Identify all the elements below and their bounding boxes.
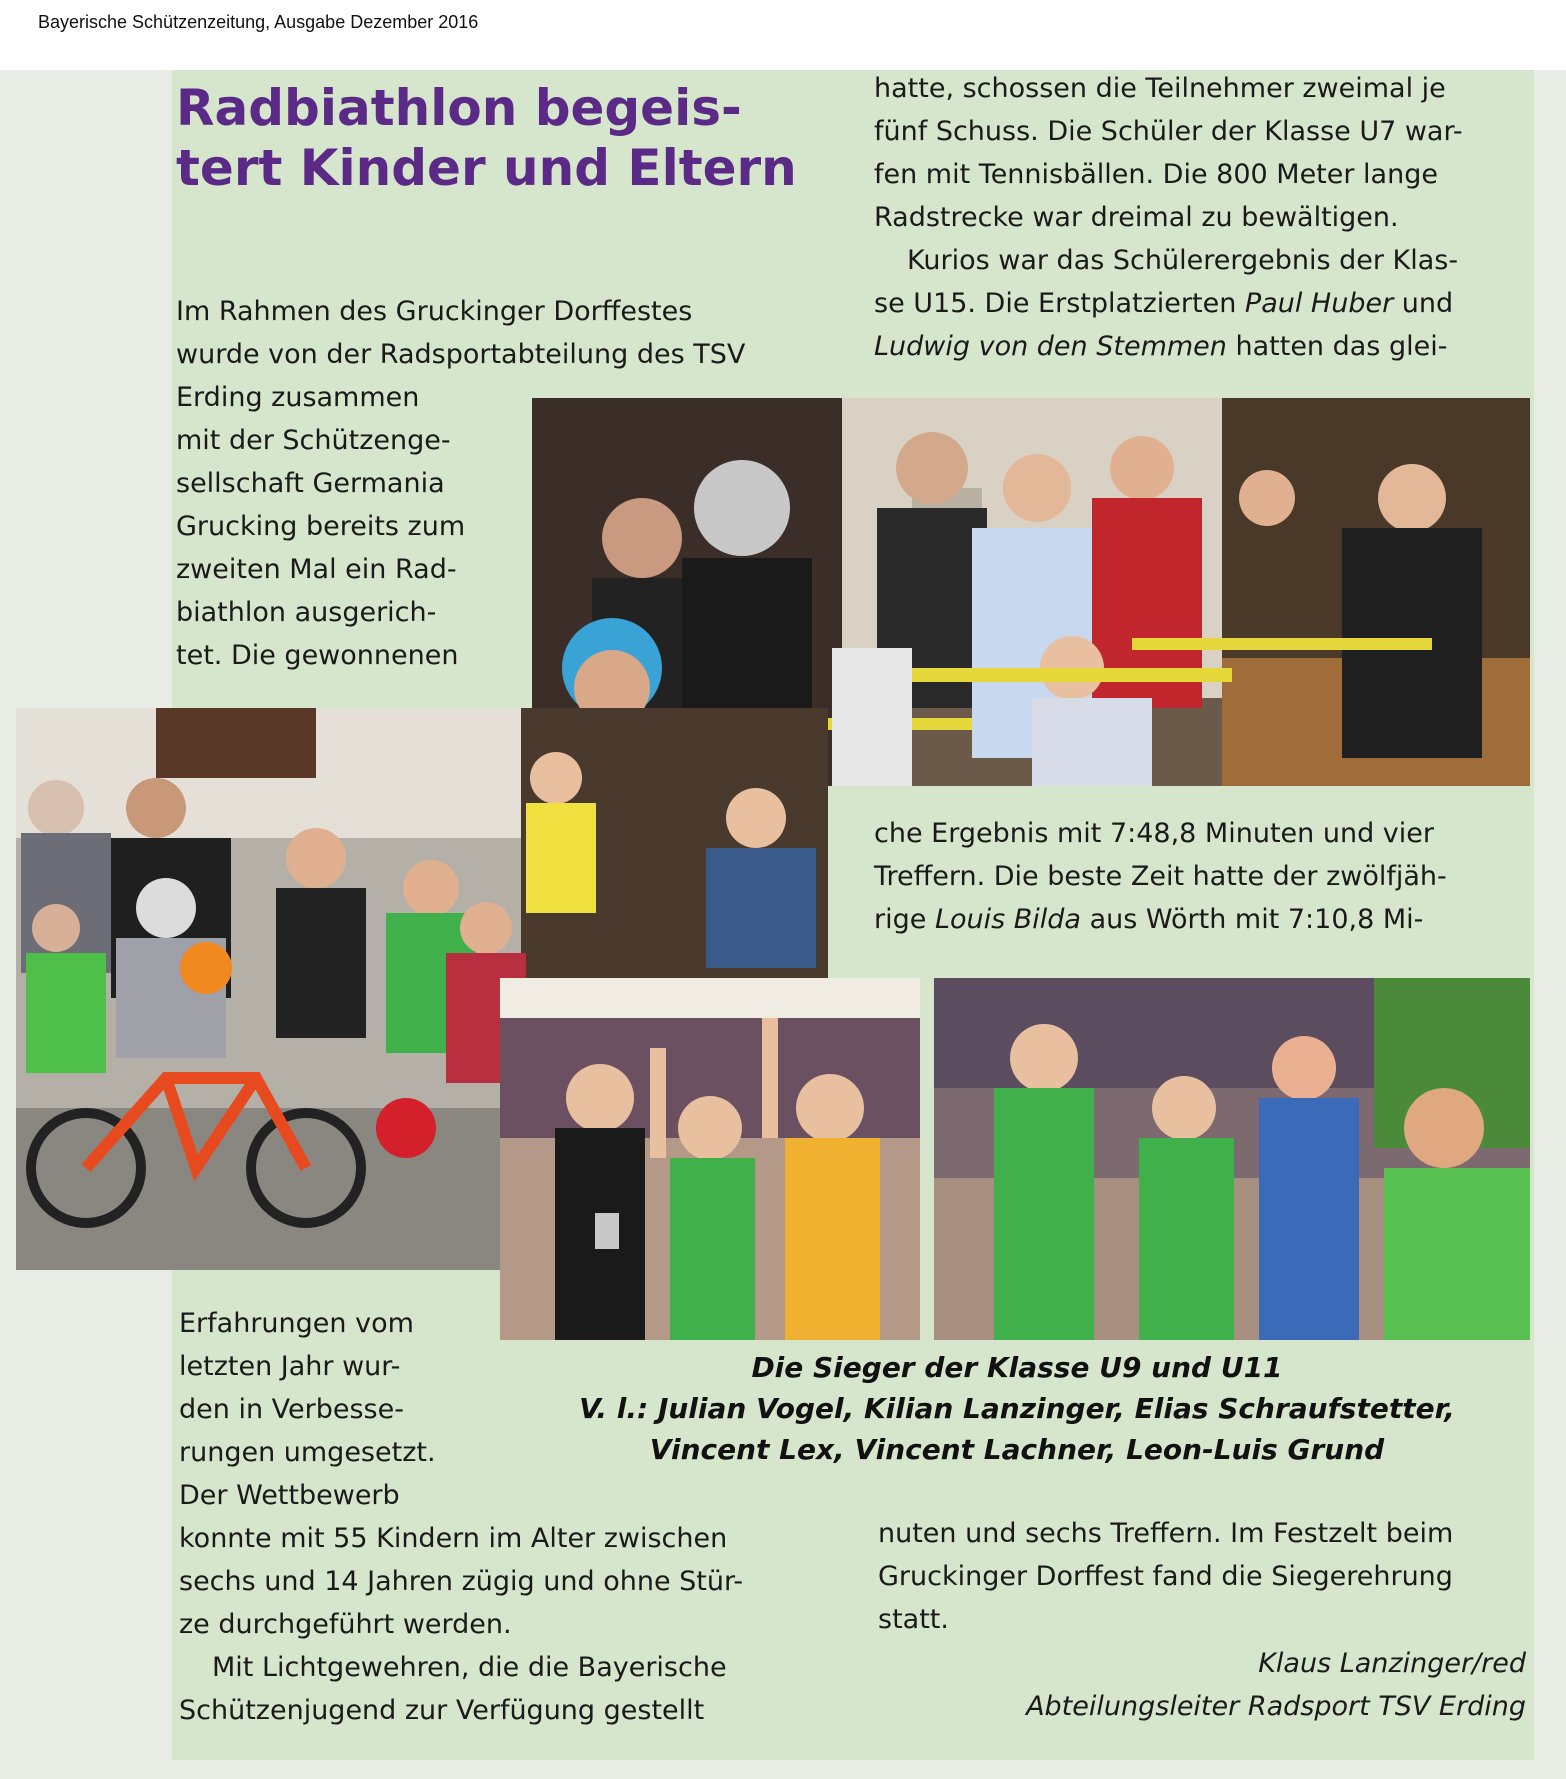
text-line: Treffern. Die beste Zeit hatte der zwölfjäh- <box>874 861 1447 892</box>
photo-winners-u11 <box>934 978 1530 1340</box>
text-line: Schützenjugend zur Verfügung gestellt <box>179 1695 705 1726</box>
source-line: Bayerische Schützenzeitung, Ausgabe Dezember 2016 <box>38 12 479 32</box>
text-line: Erfahrungen vom <box>179 1308 414 1339</box>
headline-line-2: tert Kinder und Eltern <box>176 139 797 197</box>
text-line: konnte mit 55 Kindern im Alter zwischen <box>179 1523 728 1554</box>
left-column-lower <box>179 1302 743 1732</box>
text-line: ze durchgeführt werden. <box>179 1609 512 1640</box>
right-column-middle <box>874 812 1447 941</box>
text-line: zweiten Mal ein Rad- <box>176 554 457 585</box>
right-column-top <box>874 67 1463 368</box>
text-line: den in Verbesse- <box>179 1394 404 1425</box>
text-line: che Ergebnis mit 7:48,8 Minuten und vier <box>874 818 1434 849</box>
text-line: Der Wettbewerb <box>179 1480 400 1511</box>
caption-names-line: V. l.: Julian Vogel, Kilian Lanzinger, Elias Schraufstetter, <box>579 1392 1455 1425</box>
text-line: tet. Die gewonnenen <box>176 640 459 671</box>
text-line: Erding zusammen <box>176 382 420 413</box>
text-fragment: rige <box>874 904 935 935</box>
person-name: Paul Huber <box>1244 288 1394 319</box>
text-fragment: hatten das glei- <box>1226 331 1448 362</box>
text-line-with-name <box>874 282 1463 325</box>
caption-title: Die Sieger der Klasse U9 und U11 <box>751 1351 1283 1384</box>
text-line: Grucking bereits zum <box>176 511 466 542</box>
photo-winners-u11-image <box>934 978 1530 1340</box>
text-fragment: se U15. Die Erstplatzierten <box>874 288 1245 319</box>
text-line: biathlon ausgerich- <box>176 597 437 628</box>
text-line: statt. <box>878 1604 949 1635</box>
text-line: Gruckinger Dorffest fand die Siegerehrung <box>878 1561 1453 1592</box>
text-line: sellschaft Germania <box>176 468 445 499</box>
text-line: fünf Schuss. Die Schüler der Klasse U7 war- <box>874 116 1463 147</box>
text-line: Mit Lichtgewehren, die die Bayerische <box>212 1652 727 1683</box>
text-line: sechs und 14 Jahren zügig und ohne Stür- <box>179 1566 744 1597</box>
text-line: wurde von der Radsportabteilung des TSV <box>176 339 746 370</box>
article-headline <box>176 78 856 198</box>
caption-names-line: Vincent Lex, Vincent Lachner, Leon-Luis Grund <box>649 1433 1385 1466</box>
photo-winners-u9-image <box>500 978 920 1340</box>
person-name: Louis Bilda <box>934 904 1081 935</box>
headline-line-1: Radbiathlon begeis- <box>176 79 742 137</box>
text-line: hatte, schossen die Teilnehmer zweimal je <box>874 73 1446 104</box>
author-role: Abteilungsleiter Radsport TSV Erding <box>1026 1691 1526 1722</box>
person-name: Ludwig von den Stemmen <box>874 331 1227 362</box>
photo-winners-u9 <box>500 978 920 1340</box>
text-line: Radstrecke war dreimal zu bewältigen. <box>874 202 1399 233</box>
text-line: Im Rahmen des Gruckinger Dorffestes <box>176 296 693 327</box>
text-fragment: aus Wörth mit 7:10,8 Mi- <box>1080 904 1424 935</box>
text-line-with-name <box>874 325 1463 368</box>
text-line: nuten und sechs Treffern. Im Festzelt beim <box>878 1518 1454 1549</box>
article-signature <box>878 1642 1526 1728</box>
right-column-lower <box>878 1512 1453 1641</box>
text-line: rungen umgesetzt. <box>179 1437 436 1468</box>
text-line-with-name <box>874 898 1447 941</box>
text-line: fen mit Tennisbällen. Die 800 Meter lange <box>874 159 1438 190</box>
text-line: letzten Jahr wur- <box>179 1351 401 1382</box>
text-fragment: und <box>1393 288 1454 319</box>
text-line: mit der Schützenge- <box>176 425 451 456</box>
author-name: Klaus Lanzinger/red <box>1258 1648 1526 1679</box>
text-line: Kurios war das Schülerergebnis der Klas- <box>907 245 1459 276</box>
